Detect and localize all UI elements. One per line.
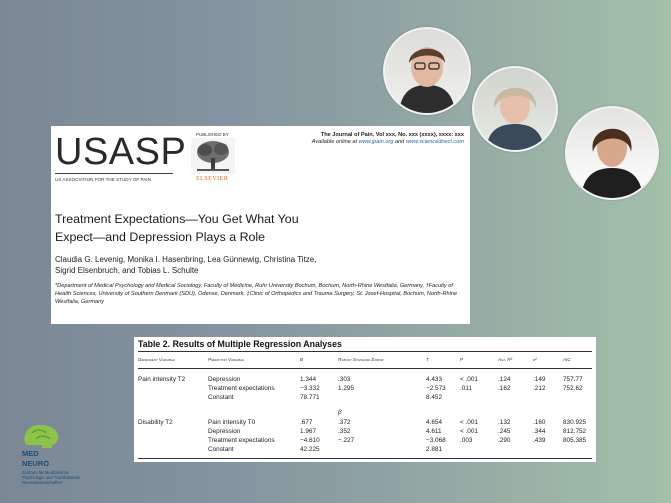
cell-pv: Treatment expectations — [208, 437, 275, 444]
brain-head-icon — [22, 423, 62, 449]
table-bottom-rule — [138, 458, 592, 459]
cell-t: −3.068 — [426, 437, 446, 444]
cell-adj: .290 — [498, 437, 511, 444]
header-r2: r² — [533, 357, 537, 362]
logo-sub-2: Psychologie und Translationale — [22, 475, 80, 480]
header-rse: Robust Standard Error — [338, 357, 384, 362]
cell-b: −3.332 — [300, 385, 320, 392]
cell-p: < .001 — [460, 428, 478, 435]
cell-p: < .001 — [460, 419, 478, 426]
logo-sub-3: Neurowissenschaften — [22, 480, 63, 485]
affiliations: *Department of Medical Psychology and Medical Sociology, Faculty of Medicine, Ruhr University Bochum, Bochum, North-Rhine Westfalia, Germany, †Faculty of Health Sciences, University of Southern Denmark (SDU), Odense, Denmark, ‡Clinic of Orthopedics and Trauma Surgery, St. Josef-Hospital, Bochum, North-Rhine Westfalia, Germany — [55, 283, 458, 305]
header-b: B — [300, 357, 304, 362]
cell-b: 78.771 — [300, 394, 320, 401]
title-line-1: Treatment Expectations—You Get What You — [55, 212, 299, 226]
header-bottom-rule — [138, 368, 592, 369]
beta-label: β — [338, 409, 342, 416]
cell-dv: Pain intensity T2 — [138, 376, 186, 383]
regression-table-card — [134, 337, 596, 462]
author-photo-1 — [383, 27, 471, 115]
cell-b: 1.967 — [300, 428, 316, 435]
authors-line-1: Claudia G. Levenig, Monika I. Hasenbring, Lea Günnewig, Christina Titze, — [55, 255, 317, 264]
cell-pv: Constant — [208, 446, 234, 453]
title-line-2: Expect—and Depression Plays a Role — [55, 230, 266, 244]
table-title — [138, 339, 342, 349]
author-photo-3 — [565, 106, 659, 200]
table-title-prefix: Table 2. — [138, 339, 171, 349]
header-aic: AIC — [563, 357, 571, 362]
usasp-logo: USASP — [55, 131, 187, 173]
cell-pv: Depression — [208, 428, 241, 435]
cell-r2: .160 — [533, 419, 546, 426]
table-top-rule — [138, 351, 592, 352]
cell-b: 42.225 — [300, 446, 320, 453]
cell-p: .011 — [460, 385, 472, 392]
cell-r2: .439 — [533, 437, 546, 444]
journal-citation: The Journal of Pain, Vol xxx, No. xxx (xxxx), xxxx: xxx — [320, 132, 464, 138]
cell-t: 2.881 — [426, 446, 442, 453]
cell-pv: Pain intensity T0 — [208, 419, 256, 426]
logo-med: MED — [22, 449, 39, 458]
logo-neuro: NEURO — [22, 459, 50, 468]
usasp-subtitle: US ASSOCIATION FOR THE STUDY OF PAIN — [55, 177, 151, 182]
jpain-link[interactable]: www.jpain.org — [358, 139, 394, 145]
person-portrait-icon — [567, 108, 657, 198]
logo-rule — [55, 173, 173, 174]
cell-b: 1.344 — [300, 376, 316, 383]
header-adj-r2: Adj. R² — [498, 357, 513, 362]
cell-adj: .124 — [498, 376, 511, 383]
elsevier-tree-icon — [191, 138, 235, 174]
cell-aic: 805.385 — [563, 437, 587, 444]
cell-aic: 757.77 — [563, 376, 583, 383]
table-title-text: Results of Multiple Regression Analyses — [172, 339, 342, 349]
cell-b: −4.610 — [300, 437, 320, 444]
cell-t: 4.433 — [426, 376, 442, 383]
cell-se: .352 — [338, 428, 351, 435]
medneuro-logo — [20, 423, 90, 501]
header-predictor: Predictor Variable — [208, 357, 244, 362]
logo-sub-1: Zentrum für Medizinische — [22, 470, 70, 475]
cell-pv: Constant — [208, 394, 234, 401]
elsevier-wordmark: ELSEVIER — [196, 176, 229, 182]
available-online — [312, 139, 464, 145]
cell-aic: 830.925 — [563, 419, 587, 426]
cell-r2: .149 — [533, 376, 546, 383]
available-mid: and — [393, 139, 406, 145]
available-prefix: Available online at — [311, 139, 359, 145]
paper-title — [55, 210, 415, 246]
header-p: P — [460, 357, 464, 362]
cell-b: .677 — [300, 419, 313, 426]
cell-pv: Depression — [208, 376, 241, 383]
sciencedirect-link[interactable]: www.sciencedirect.com — [405, 139, 464, 145]
cell-pv: Treatment expectations — [208, 385, 275, 392]
cell-t: 4.611 — [426, 428, 442, 435]
header-t: T — [426, 357, 429, 362]
person-portrait-icon — [385, 29, 469, 113]
cell-adj: .162 — [498, 385, 511, 392]
cell-aic: 752.62 — [563, 385, 583, 392]
cell-se: 1.295 — [338, 385, 354, 392]
cell-p: < .001 — [460, 376, 478, 383]
cell-r2: .344 — [533, 428, 546, 435]
paper-header-card — [51, 126, 470, 324]
cell-aic: 812.752 — [563, 428, 587, 435]
header-dependent: Dependent Variable — [138, 357, 175, 362]
cell-dv: Disability T2 — [138, 419, 173, 426]
cell-t: 4.654 — [426, 419, 442, 426]
author-photo-2 — [472, 66, 558, 152]
published-by-label: PUBLISHED BY — [196, 132, 229, 137]
cell-t: 8.452 — [426, 394, 442, 401]
cell-adj: .245 — [498, 428, 511, 435]
cell-se: −.227 — [338, 437, 355, 444]
cell-se: .372 — [338, 419, 351, 426]
person-portrait-icon — [474, 68, 556, 150]
cell-r2: .212 — [533, 385, 546, 392]
authors-line-2: Sigrid Elsenbruch, and Tobias L. Schulte — [55, 266, 199, 275]
cell-p: .003 — [460, 437, 473, 444]
cell-adj: .132 — [498, 419, 511, 426]
author-list — [55, 254, 455, 276]
cell-se: .303 — [338, 376, 351, 383]
cell-t: −2.573 — [426, 385, 446, 392]
